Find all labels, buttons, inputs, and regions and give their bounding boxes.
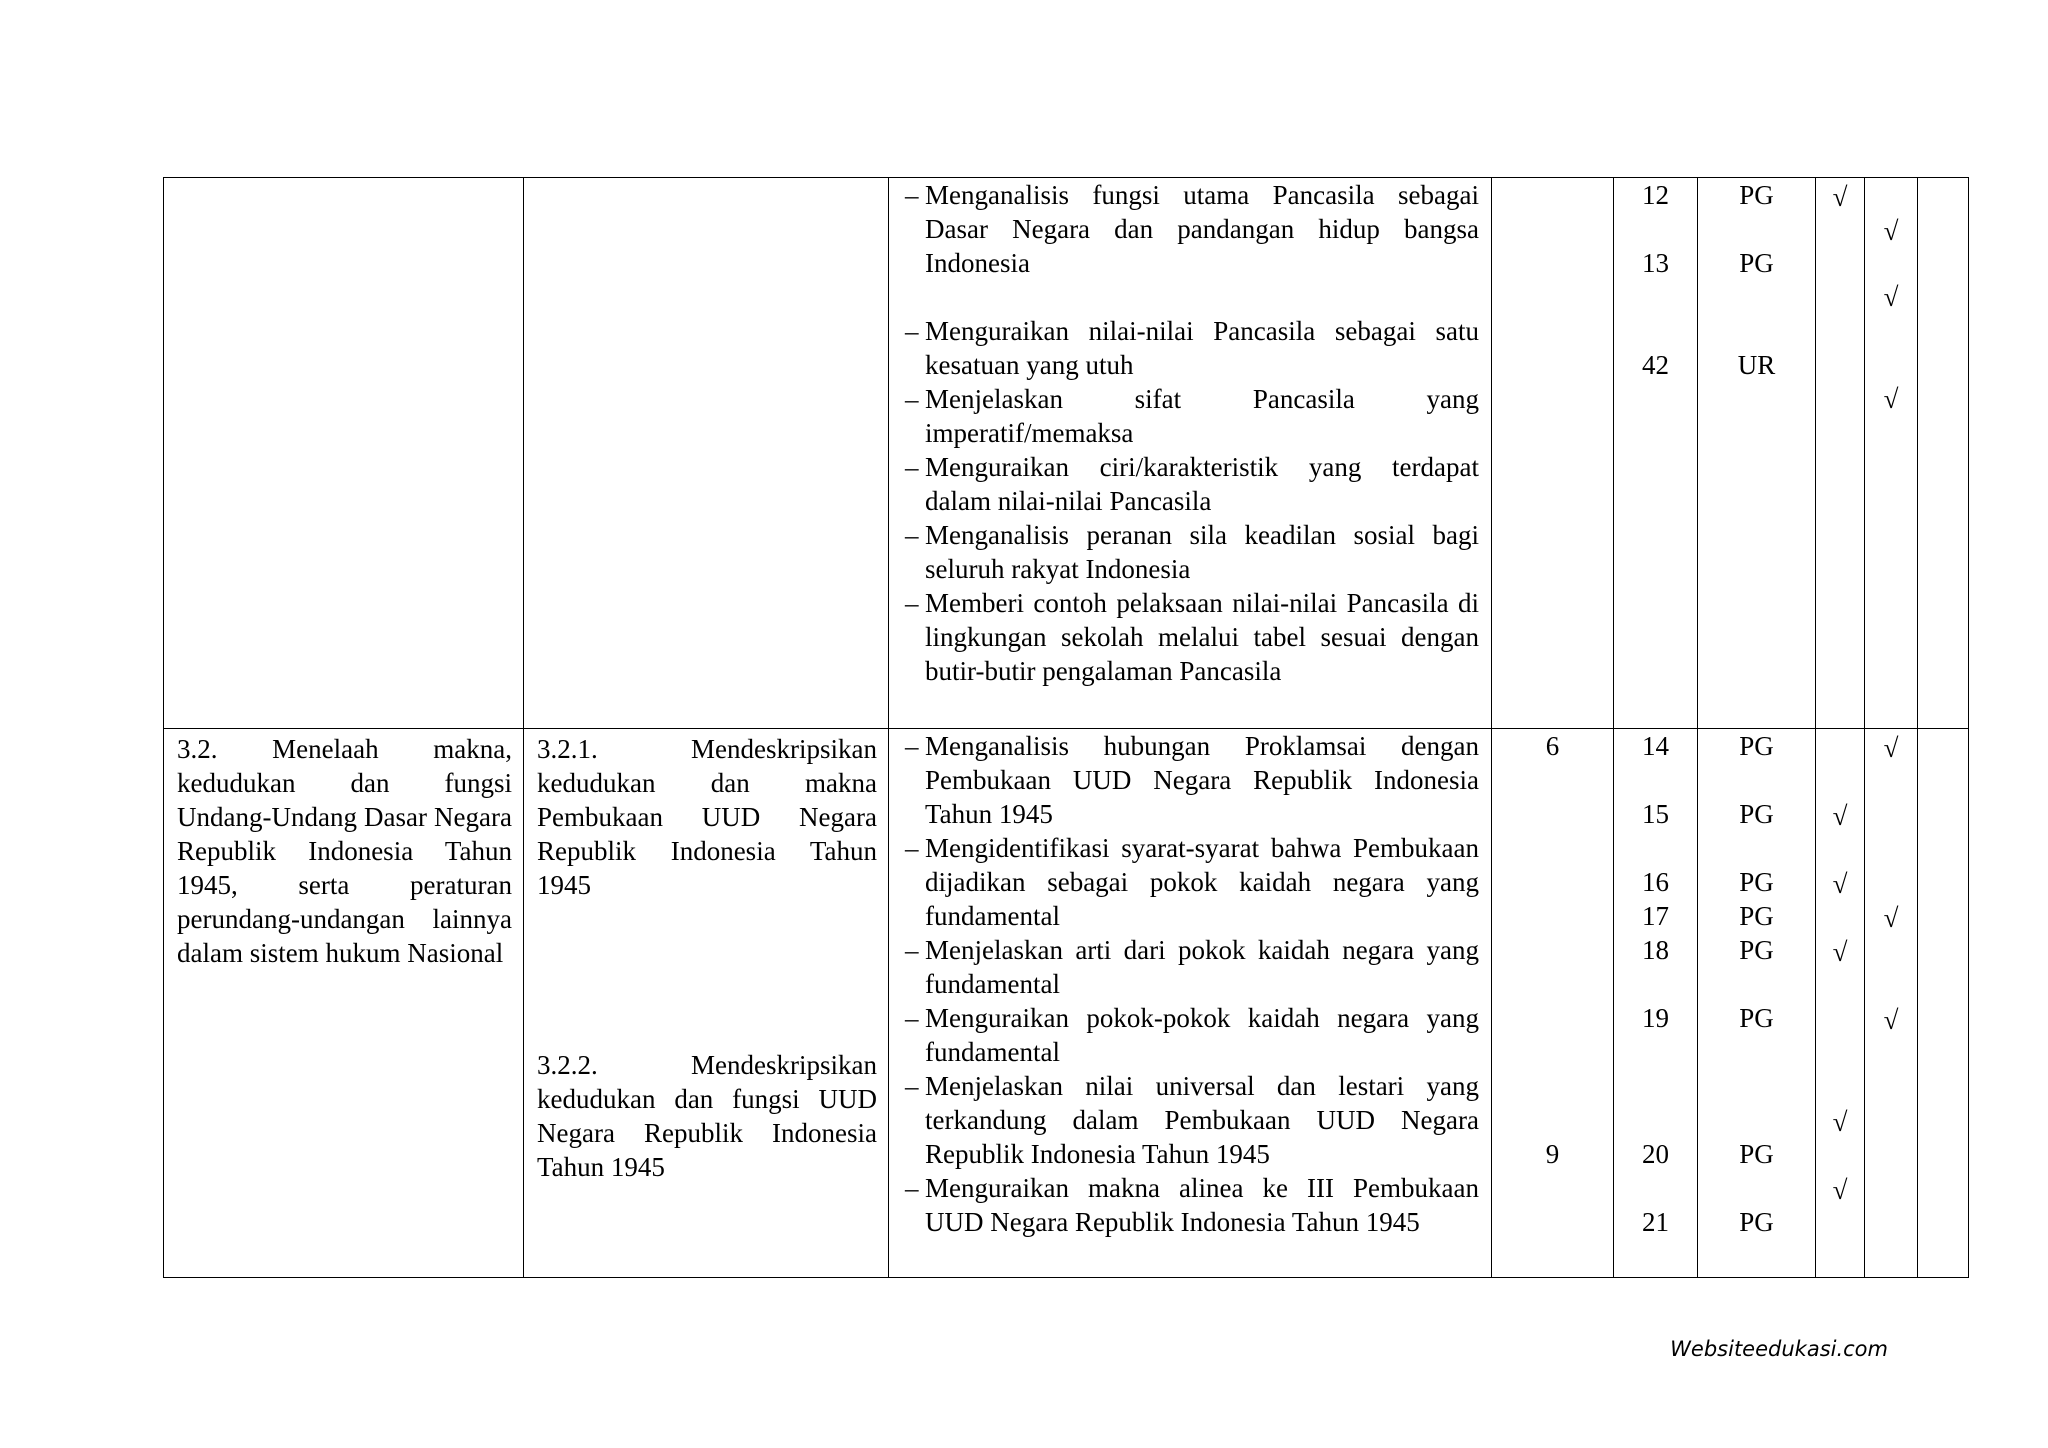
sub-indicator-cell (524, 729, 889, 1278)
competency-text (164, 178, 523, 181)
indicator-item (905, 586, 1479, 688)
dash-bullet: – (905, 452, 919, 482)
item-form: PG (1739, 935, 1774, 965)
dash-bullet: – (905, 833, 919, 863)
item-form: PG (1739, 901, 1774, 931)
indicator-cell (889, 178, 1492, 729)
item-form: PG (1739, 248, 1774, 278)
check-mark: √ (1883, 903, 1899, 933)
competency-text: 3.2. Menelaah makna, kedudukan dan fungsi Undang-Undang Dasar Negara Republik Indonesia Tahun 1945, serta peraturan perundang-undangan lainnya dalam sistem hukum Nasional (177, 734, 512, 968)
indicator-cell (889, 729, 1492, 1278)
item-form: PG (1739, 867, 1774, 897)
check-mark: √ (1832, 869, 1848, 899)
check-cell-c (1918, 178, 1969, 729)
sub-indicator: 3.2.1. Mendeskripsikan kedudukan dan makna Pembukaan UUD Negara Republik Indonesia Tahun 1945 (537, 734, 877, 900)
indicator-item (905, 729, 1479, 831)
check-cell-b (1865, 178, 1918, 729)
indicator-item (905, 450, 1479, 518)
item-number: 14 (1642, 731, 1669, 761)
dash-bullet: – (905, 731, 919, 761)
indicator-item (905, 1171, 1479, 1239)
indicator-list (889, 178, 1491, 688)
indicator-item (905, 518, 1479, 586)
check-cell-a (1816, 178, 1865, 729)
count-cell (1492, 178, 1614, 729)
table-row (164, 178, 1969, 729)
spacer (537, 902, 877, 1048)
indicator-text: Menganalisis fungsi utama Pancasila sebagai Dasar Negara dan pandangan hidup bangsa Indonesia (925, 180, 1479, 278)
dash-bullet: – (905, 384, 919, 414)
number-cell (1614, 178, 1698, 729)
number-cell (1614, 729, 1698, 1278)
item-number: 15 (1642, 799, 1669, 829)
indicator-text: Memberi contoh pelaksaan nilai-nilai Pancasila di lingkungan sekolah melalui tabel sesuai dengan butir-butir pengalaman Pancasila (925, 588, 1479, 686)
check-mark: √ (1883, 733, 1899, 763)
check-mark: √ (1883, 384, 1899, 414)
check-mark: √ (1883, 1005, 1899, 1035)
indicator-item (905, 178, 1479, 280)
item-number: 16 (1642, 867, 1669, 897)
dash-bullet: – (905, 1003, 919, 1033)
competency-cell (164, 178, 524, 729)
indicator-item (905, 314, 1479, 382)
item-number: 12 (1642, 180, 1669, 210)
indicator-text: Menganalisis peranan sila keadilan sosial bagi seluruh rakyat Indonesia (925, 520, 1479, 584)
item-form: UR (1737, 350, 1776, 380)
check-mark: √ (1832, 182, 1848, 212)
indicator-item (905, 382, 1479, 450)
check-cell-b (1865, 729, 1918, 1278)
item-number: 21 (1642, 1207, 1669, 1237)
count-cell (1492, 729, 1614, 1278)
check-mark: √ (1883, 216, 1899, 246)
indicator-item (905, 831, 1479, 933)
check-mark: √ (1832, 1107, 1848, 1137)
indicator-text: Mengidentifikasi syarat-syarat bahwa Pembukaan dijadikan sebagai pokok kaidah negara yang fundamental (925, 833, 1479, 931)
item-form: PG (1739, 1003, 1774, 1033)
item-number: 42 (1642, 350, 1669, 380)
check-mark: √ (1832, 1175, 1848, 1205)
competency-cell (164, 729, 524, 1278)
item-number: 19 (1642, 1003, 1669, 1033)
form-cell (1698, 729, 1816, 1278)
check-mark: √ (1883, 282, 1899, 312)
sub-indicator-wrap (524, 729, 888, 1184)
dash-bullet: – (905, 935, 919, 965)
item-number: 17 (1642, 901, 1669, 931)
dash-bullet: – (905, 180, 919, 210)
item-form: PG (1739, 1207, 1774, 1237)
indicator-text: Menguraikan ciri/karakteristik yang terdapat dalam nilai-nilai Pancasila (925, 452, 1479, 516)
indicator-text: Menjelaskan sifat Pancasila yang imperatif/memaksa (925, 384, 1479, 448)
indicator-item (905, 1069, 1479, 1171)
item-form: PG (1739, 180, 1774, 210)
dash-bullet: – (905, 520, 919, 550)
indicator-text: Menguraikan pokok-pokok kaidah negara yang fundamental (925, 1003, 1479, 1067)
indicator-text: Menjelaskan arti dari pokok kaidah negara yang fundamental (925, 935, 1479, 999)
indicator-text: Menguraikan makna alinea ke III Pembukaan UUD Negara Republik Indonesia Tahun 1945 (925, 1173, 1479, 1237)
dash-bullet: – (905, 1071, 919, 1101)
sub-indicator-cell (524, 178, 889, 729)
item-count: 6 (1545, 731, 1560, 761)
indicator-text: Menguraikan nilai-nilai Pancasila sebagai satu kesatuan yang utuh (925, 316, 1479, 380)
indicator-list (889, 729, 1491, 1239)
dash-bullet: – (905, 1173, 919, 1203)
check-mark: √ (1832, 801, 1848, 831)
indicator-item (905, 1001, 1479, 1069)
item-form: PG (1739, 799, 1774, 829)
indicator-item (905, 933, 1479, 1001)
indicator-text: Menganalisis hubungan Proklamsai dengan Pembukaan UUD Negara Republik Indonesia Tahun 1945 (925, 731, 1479, 829)
kisi-kisi-table (163, 177, 1969, 1278)
dash-bullet: – (905, 316, 919, 346)
item-form: PG (1739, 731, 1774, 761)
indicator-text: Menjelaskan nilai universal dan lestari yang terkandung dalam Pembukaan UUD Negara Republik Indonesia Tahun 1945 (925, 1071, 1479, 1169)
item-number: 20 (1642, 1139, 1669, 1169)
item-count: 9 (1545, 1139, 1560, 1169)
check-cell-a (1816, 729, 1865, 1278)
dash-bullet: – (905, 588, 919, 618)
sub-indicator: 3.2.2. Mendeskripsikan kedudukan dan fungsi UUD Negara Republik Indonesia Tahun 1945 (537, 1050, 877, 1182)
form-cell (1698, 178, 1816, 729)
check-cell-c (1918, 729, 1969, 1278)
item-number: 18 (1642, 935, 1669, 965)
item-number: 13 (1642, 248, 1669, 278)
check-mark: √ (1832, 937, 1848, 967)
footer-watermark: Websiteedukasi.com (1670, 1337, 1888, 1361)
table-row (164, 729, 1969, 1278)
item-form: PG (1739, 1139, 1774, 1169)
